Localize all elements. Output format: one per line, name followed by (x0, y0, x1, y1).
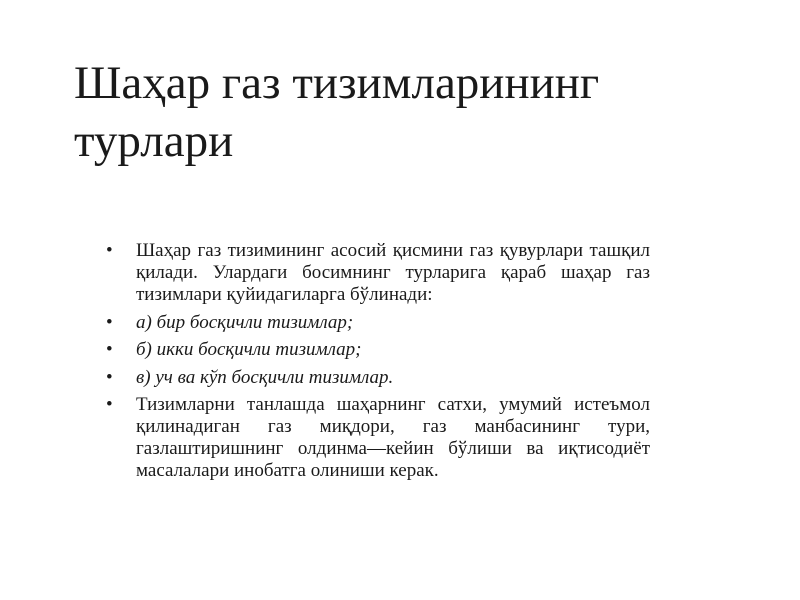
bullet-item (106, 394, 650, 482)
bullet-dot: • (106, 394, 113, 415)
bullet-text: а) бир босқичли тизимлар; (136, 311, 354, 333)
bullet-item (106, 339, 650, 361)
bullet-item (106, 367, 650, 389)
bullet-dot: • (106, 311, 113, 333)
bullet-text: Тизимларни танлашда шаҳарнинг сатхи, умумий истеъмол қилинадиган газ миқдори, газ манбасининг тури, газлаштиришнинг олдинма—кейин бўлиши ва иқтисодиёт масалалари инобатга олиниши керак. (136, 394, 650, 481)
slide-title: Шаҳар газ тизимларининг турлари (74, 57, 600, 167)
bullet-dot: • (106, 339, 113, 360)
bullet-text: в) уч ва кўп босқичли тизимлар. (136, 366, 394, 388)
bullet-list (106, 240, 650, 488)
bullet-text: Шаҳар газ тизимининг асосий қисмини газ қувурлари ташқил қилади. Улардаги босимнинг турларига қараб шаҳар газ тизимлари қуйидагиларга бўлинади: (136, 240, 650, 305)
bullet-text: б) икки босқичли тизимлар; (136, 339, 362, 360)
bullet-dot: • (106, 366, 113, 388)
bullet-item (106, 240, 650, 306)
bullet-dot: • (106, 240, 113, 261)
bullet-item (106, 312, 650, 334)
